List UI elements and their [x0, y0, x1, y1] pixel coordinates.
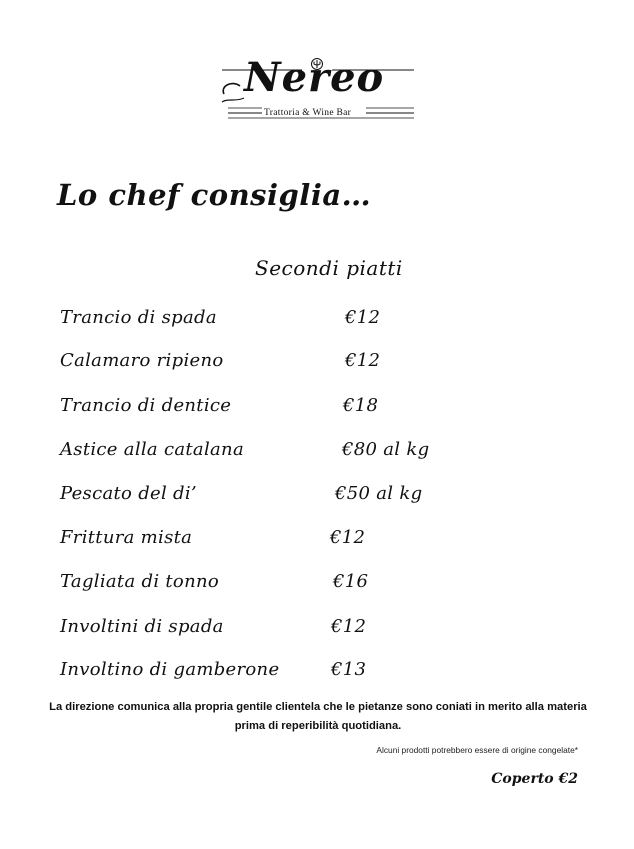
dish-price: €50 al kg [335, 483, 423, 504]
dish-price: €12 [331, 616, 367, 637]
dish-price: €13 [331, 659, 367, 680]
management-notice: La direzione comunica alla propria gentile clientela che le pietanze sono coniati in merito alla materia prima di reperibilità quotidiana. [49, 701, 587, 732]
cover-charge: Coperto €2 [491, 771, 578, 787]
dish-name: Trancio di dentice [60, 395, 232, 416]
dish-name: Involtini di spada [60, 616, 224, 637]
dish-name: Astice alla catalana [60, 439, 244, 460]
dish-price: €80 al kg [342, 439, 430, 460]
dish-name: Calamaro ripieno [60, 350, 224, 371]
dish-name: Pescato del di’ [60, 483, 197, 504]
logo-name: Nereo [244, 54, 385, 101]
dish-name: Tagliata di tonno [60, 571, 219, 592]
dish-price: €12 [330, 527, 366, 548]
dish-price: €12 [345, 350, 381, 371]
restaurant-logo [218, 54, 418, 126]
dish-name: Trancio di spada [60, 307, 217, 328]
logo-subtitle: Trattoria & Wine Bar [264, 108, 352, 118]
dish-price: €16 [333, 571, 369, 592]
menu-headline: Lo chef consiglia… [57, 178, 372, 212]
dish-name: Frittura mista [60, 527, 193, 548]
dish-price: €12 [345, 307, 381, 328]
section-title: Secondi piatti [255, 256, 403, 280]
frozen-disclaimer: Alcuni prodotti potrebbero essere di origine congelate* [376, 745, 578, 755]
dish-name: Involtino di gamberone [60, 659, 280, 680]
dish-price: €18 [343, 395, 379, 416]
